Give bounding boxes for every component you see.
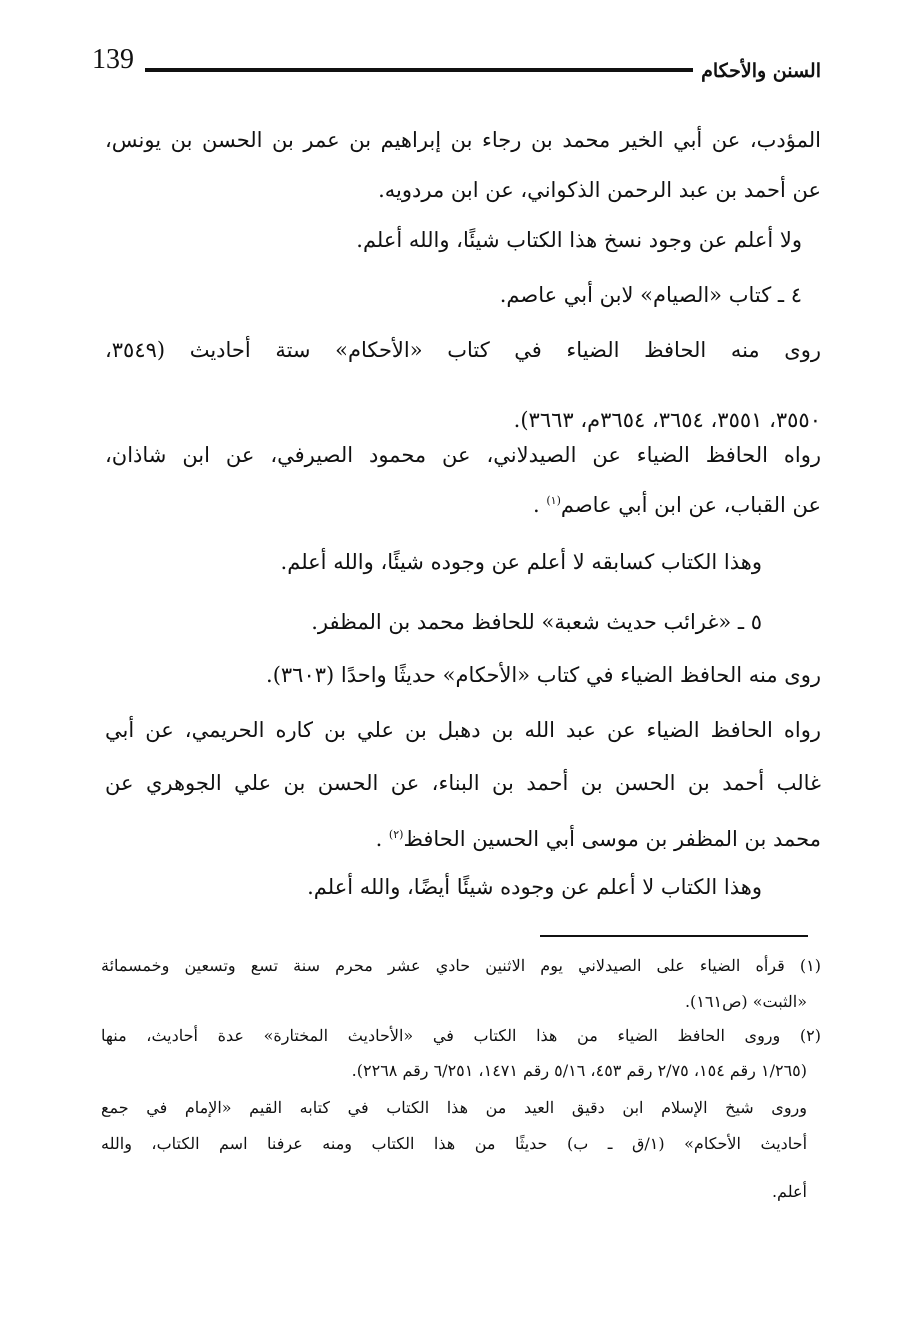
footnote-1-line-1: (١) قرأه الضياء على الصيدلاني يوم الاثنين حادي عشر محرم سنة تسع وتسعين وخمسمائة — [101, 956, 821, 975]
footnote-2-line-2: (١/٢٦٥ رقم ١٥٤، ٢/٧٥ رقم ٤٥٣، ٥/١٦ رقم ١٤٧١، ٦/٢٥١ رقم ٢٢٦٨). — [351, 1061, 807, 1080]
running-title: السنن والأحكام — [701, 60, 821, 82]
footnote-1-line-2: «الثبت» (ص١٦١). — [684, 992, 807, 1011]
body-line-3: ولا أعلم عن وجود نسخ هذا الكتاب شيئًا، والله أعلم. — [356, 228, 802, 252]
body-line-1: المؤدب، عن أبي الخير محمد بن رجاء بن إبراهيم بن عمر بن الحسن بن يونس، — [105, 128, 821, 152]
body-line-14: محمد بن المظفر بن موسى أبي الحسين الحافظ$^{(٢)}$ . — [375, 827, 821, 851]
footnote-2-line-5: أعلم. — [771, 1182, 807, 1201]
body-line-13: غالب أحمد بن الحسن بن أحمد بن البناء، عن الحسن بن علي الجوهري عن — [105, 771, 821, 795]
body-line-2: عن أحمد بن عبد الرحمن الذكواني، عن ابن مردويه. — [378, 178, 821, 202]
body-line-9: وهذا الكتاب كسابقه لا أعلم عن وجوده شيئًا، والله أعلم. — [280, 550, 762, 574]
footnote-2-line-3: وروى شيخ الإسلام ابن دقيق العيد من هذا الكتاب في كتابه القيم «الإمام في جمع — [101, 1098, 807, 1117]
page-number: 139 — [92, 44, 134, 75]
body-line-6: ٣٥٥٠، ٣٥٥١، ٣٦٥٤، ٣٦٥٤م، ٣٦٦٣). — [513, 408, 821, 432]
header-rule — [145, 68, 693, 72]
footnote-ref-2[interactable]: (٢) — [388, 828, 404, 841]
footnote-ref-1[interactable]: (١) — [546, 494, 561, 507]
body-line-15: وهذا الكتاب لا أعلم عن وجوده شيئًا أيضًا، والله أعلم. — [307, 875, 762, 899]
body-line-11: روى منه الحافظ الضياء في كتاب «الأحكام» حديثًا واحدًا (٣٦٠٣). — [266, 663, 821, 687]
footnote-separator — [540, 935, 808, 937]
book-heading-5: ٥ ـ «غرائب حديث شعبة» للحافظ محمد بن المظفر. — [311, 610, 762, 634]
body-line-5: روى منه الحافظ الضياء في كتاب «الأحكام» ستة أحاديث (٣٥٤٩، — [105, 338, 821, 362]
body-line-8: عن القباب، عن ابن أبي عاصم$^{(١)}$ . — [532, 493, 821, 517]
body-line-12: رواه الحافظ الضياء عن عبد الله بن دهبل بن علي بن كاره الحريمي، عن أبي — [105, 718, 821, 742]
body-line-7: رواه الحافظ الضياء عن الصيدلاني، عن محمود الصيرفي، عن ابن شاذان، — [105, 443, 821, 467]
footnote-2-line-1: (٢) وروى الحافظ الضياء من هذا الكتاب في «الأحاديث المختارة» عدة أحاديث، منها — [101, 1026, 821, 1045]
book-heading-4: ٤ ـ كتاب «الصيام» لابن أبي عاصم. — [499, 283, 802, 307]
footnote-2-line-4: أحاديث الأحكام» (١/ق ـ ب) حديثًا من هذا الكتاب ومنه عرفنا اسم الكتاب، والله — [101, 1134, 808, 1153]
